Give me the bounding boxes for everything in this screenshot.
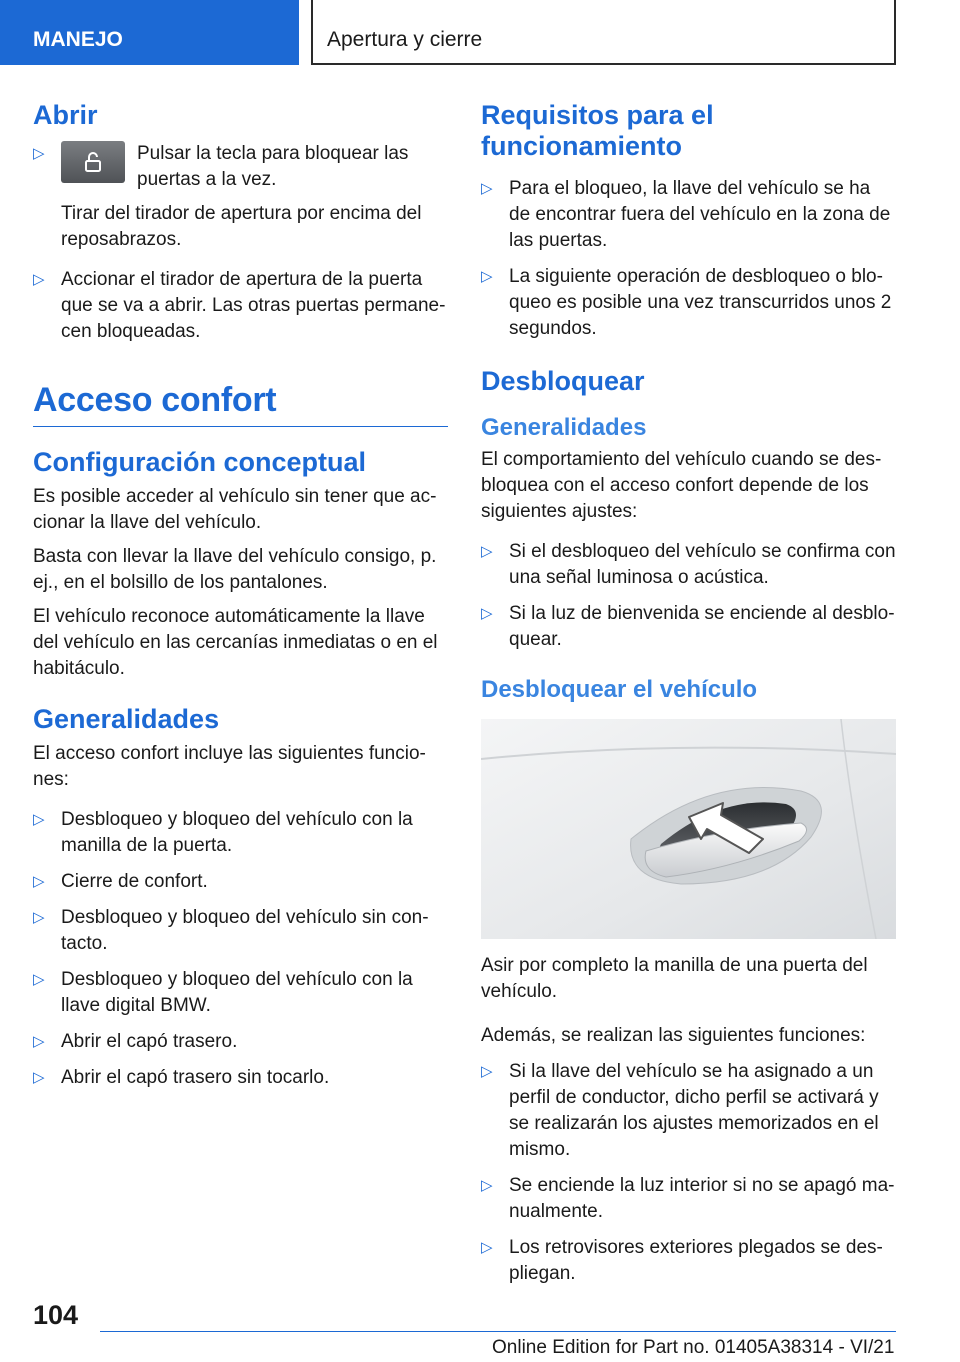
unlock-key-icon (61, 141, 125, 183)
list-item (481, 601, 896, 653)
bullet-icon: ▷ (33, 909, 45, 926)
door-handle-photo (481, 719, 896, 939)
paragraph: Basta con llevar la llave del vehículo consigo, p. ej., en el bolsillo de los pantalones. (33, 546, 437, 593)
list-item-text: Desbloqueo y bloqueo del vehículo sin con-tacto. (61, 907, 429, 954)
bullet-icon: ▷ (33, 1069, 45, 1086)
list-item-text: Abrir el capó trasero sin tocarlo. (61, 1067, 330, 1088)
bullet-icon: ▷ (481, 180, 493, 197)
list-item-text: Si la llave del vehículo se ha asignado a un perfil de conductor, dicho perfil se activará y se realizarán los ajustes memorizados en el mismo. (509, 1061, 879, 1160)
list-item (33, 141, 448, 193)
paragraph: Asir por completo la manilla de una puerta del vehículo. (481, 955, 868, 1002)
bullet-icon: ▷ (481, 1177, 493, 1194)
list-item-text: Accionar el tirador de apertura de la puerta que se va a abrir. Las otras puertas permane-cen bloqueadas. (61, 269, 446, 342)
list-item (481, 1059, 896, 1163)
list-item-text: Para el bloqueo, la llave del vehículo se ha de encontrar fuera del vehículo en la zona de las puertas. (509, 178, 891, 251)
heading-requisitos: Requisitos para el funcionamiento (481, 100, 714, 161)
list-item-text: La siguiente operación de desbloqueo o blo-queo es posible una vez transcurridos unos 2 segundos. (509, 266, 892, 339)
list-item-text: Pulsar la tecla para bloquear las puertas a la vez. (137, 143, 409, 190)
list-item (481, 539, 896, 591)
footer-divider (100, 1331, 896, 1332)
bullet-icon: ▷ (481, 1063, 493, 1080)
list-item (481, 176, 896, 254)
list-item (33, 807, 448, 859)
bullet-icon: ▷ (481, 268, 493, 285)
list-item (33, 1065, 448, 1091)
list-item (33, 905, 448, 957)
paragraph: El comportamiento del vehículo cuando se des-bloquea con el acceso confort depende de los siguientes ajustes: (481, 449, 882, 522)
left-column (33, 100, 448, 1101)
paragraph: El acceso confort incluye las siguientes funcio-nes: (33, 743, 426, 790)
list-item (33, 869, 448, 895)
list-item-text: Cierre de confort. (61, 871, 208, 892)
list-item-text: Se enciende la luz interior si no se apagó ma-nualmente. (509, 1175, 895, 1222)
bullet-icon: ▷ (33, 145, 45, 162)
bullet-icon: ▷ (33, 811, 45, 828)
page-header-title: Apertura y cierre (311, 0, 896, 65)
bullet-icon: ▷ (33, 971, 45, 988)
heading-generalidades: Generalidades (33, 704, 220, 734)
bullet-icon: ▷ (481, 543, 493, 560)
heading-abrir: Abrir (33, 100, 98, 130)
bullet-icon: ▷ (33, 873, 45, 890)
list-item (481, 264, 896, 342)
heading-acceso-confort: Acceso confort (33, 381, 448, 427)
right-column (481, 100, 896, 1297)
list-item (33, 1029, 448, 1055)
list-item (33, 267, 448, 345)
page-number: 104 (33, 1300, 79, 1330)
heading-configuracion: Configuración conceptual (33, 447, 367, 477)
list-item-text: Abrir el capó trasero. (61, 1031, 238, 1052)
list-item-text: Si la luz de bienvenida se enciende al desblo-quear. (509, 603, 895, 650)
bullet-icon: ▷ (33, 1033, 45, 1050)
bullet-icon: ▷ (481, 1239, 493, 1256)
footer-edition: Online Edition for Part no. 01405A38314 - VI/21 (492, 1337, 895, 1358)
paragraph: Es posible acceder al vehículo sin tener que ac-cionar la llave del vehículo. (33, 486, 437, 533)
section-tab: MANEJO (0, 0, 299, 65)
heading-generalidades-right: Generalidades (481, 414, 647, 441)
paragraph: Además, se realizan las siguientes funciones: (481, 1025, 866, 1046)
bullet-icon: ▷ (481, 605, 493, 622)
paragraph: El vehículo reconoce automáticamente la llave del vehículo en las cercanías inmediatas o en el habitáculo. (33, 606, 438, 679)
list-item (481, 1173, 896, 1225)
list-item-subtext: Tirar del tirador de apertura por encima del reposabrazos. (61, 203, 422, 250)
heading-desbloquear: Desbloquear (481, 366, 645, 396)
list-item-text: Desbloqueo y bloqueo del vehículo con la llave digital BMW. (61, 969, 413, 1016)
list-item-text: Si el desbloqueo del vehículo se confirma con una señal luminosa o acústica. (509, 541, 896, 588)
list-item (33, 967, 448, 1019)
list-item (481, 1235, 896, 1287)
list-item-text: Desbloqueo y bloqueo del vehículo con la manilla de la puerta. (61, 809, 413, 856)
bullet-icon: ▷ (33, 271, 45, 288)
list-item-text: Los retrovisores exteriores plegados se des-pliegan. (509, 1237, 883, 1284)
heading-desbloquear-vehiculo: Desbloquear el vehículo (481, 676, 758, 703)
